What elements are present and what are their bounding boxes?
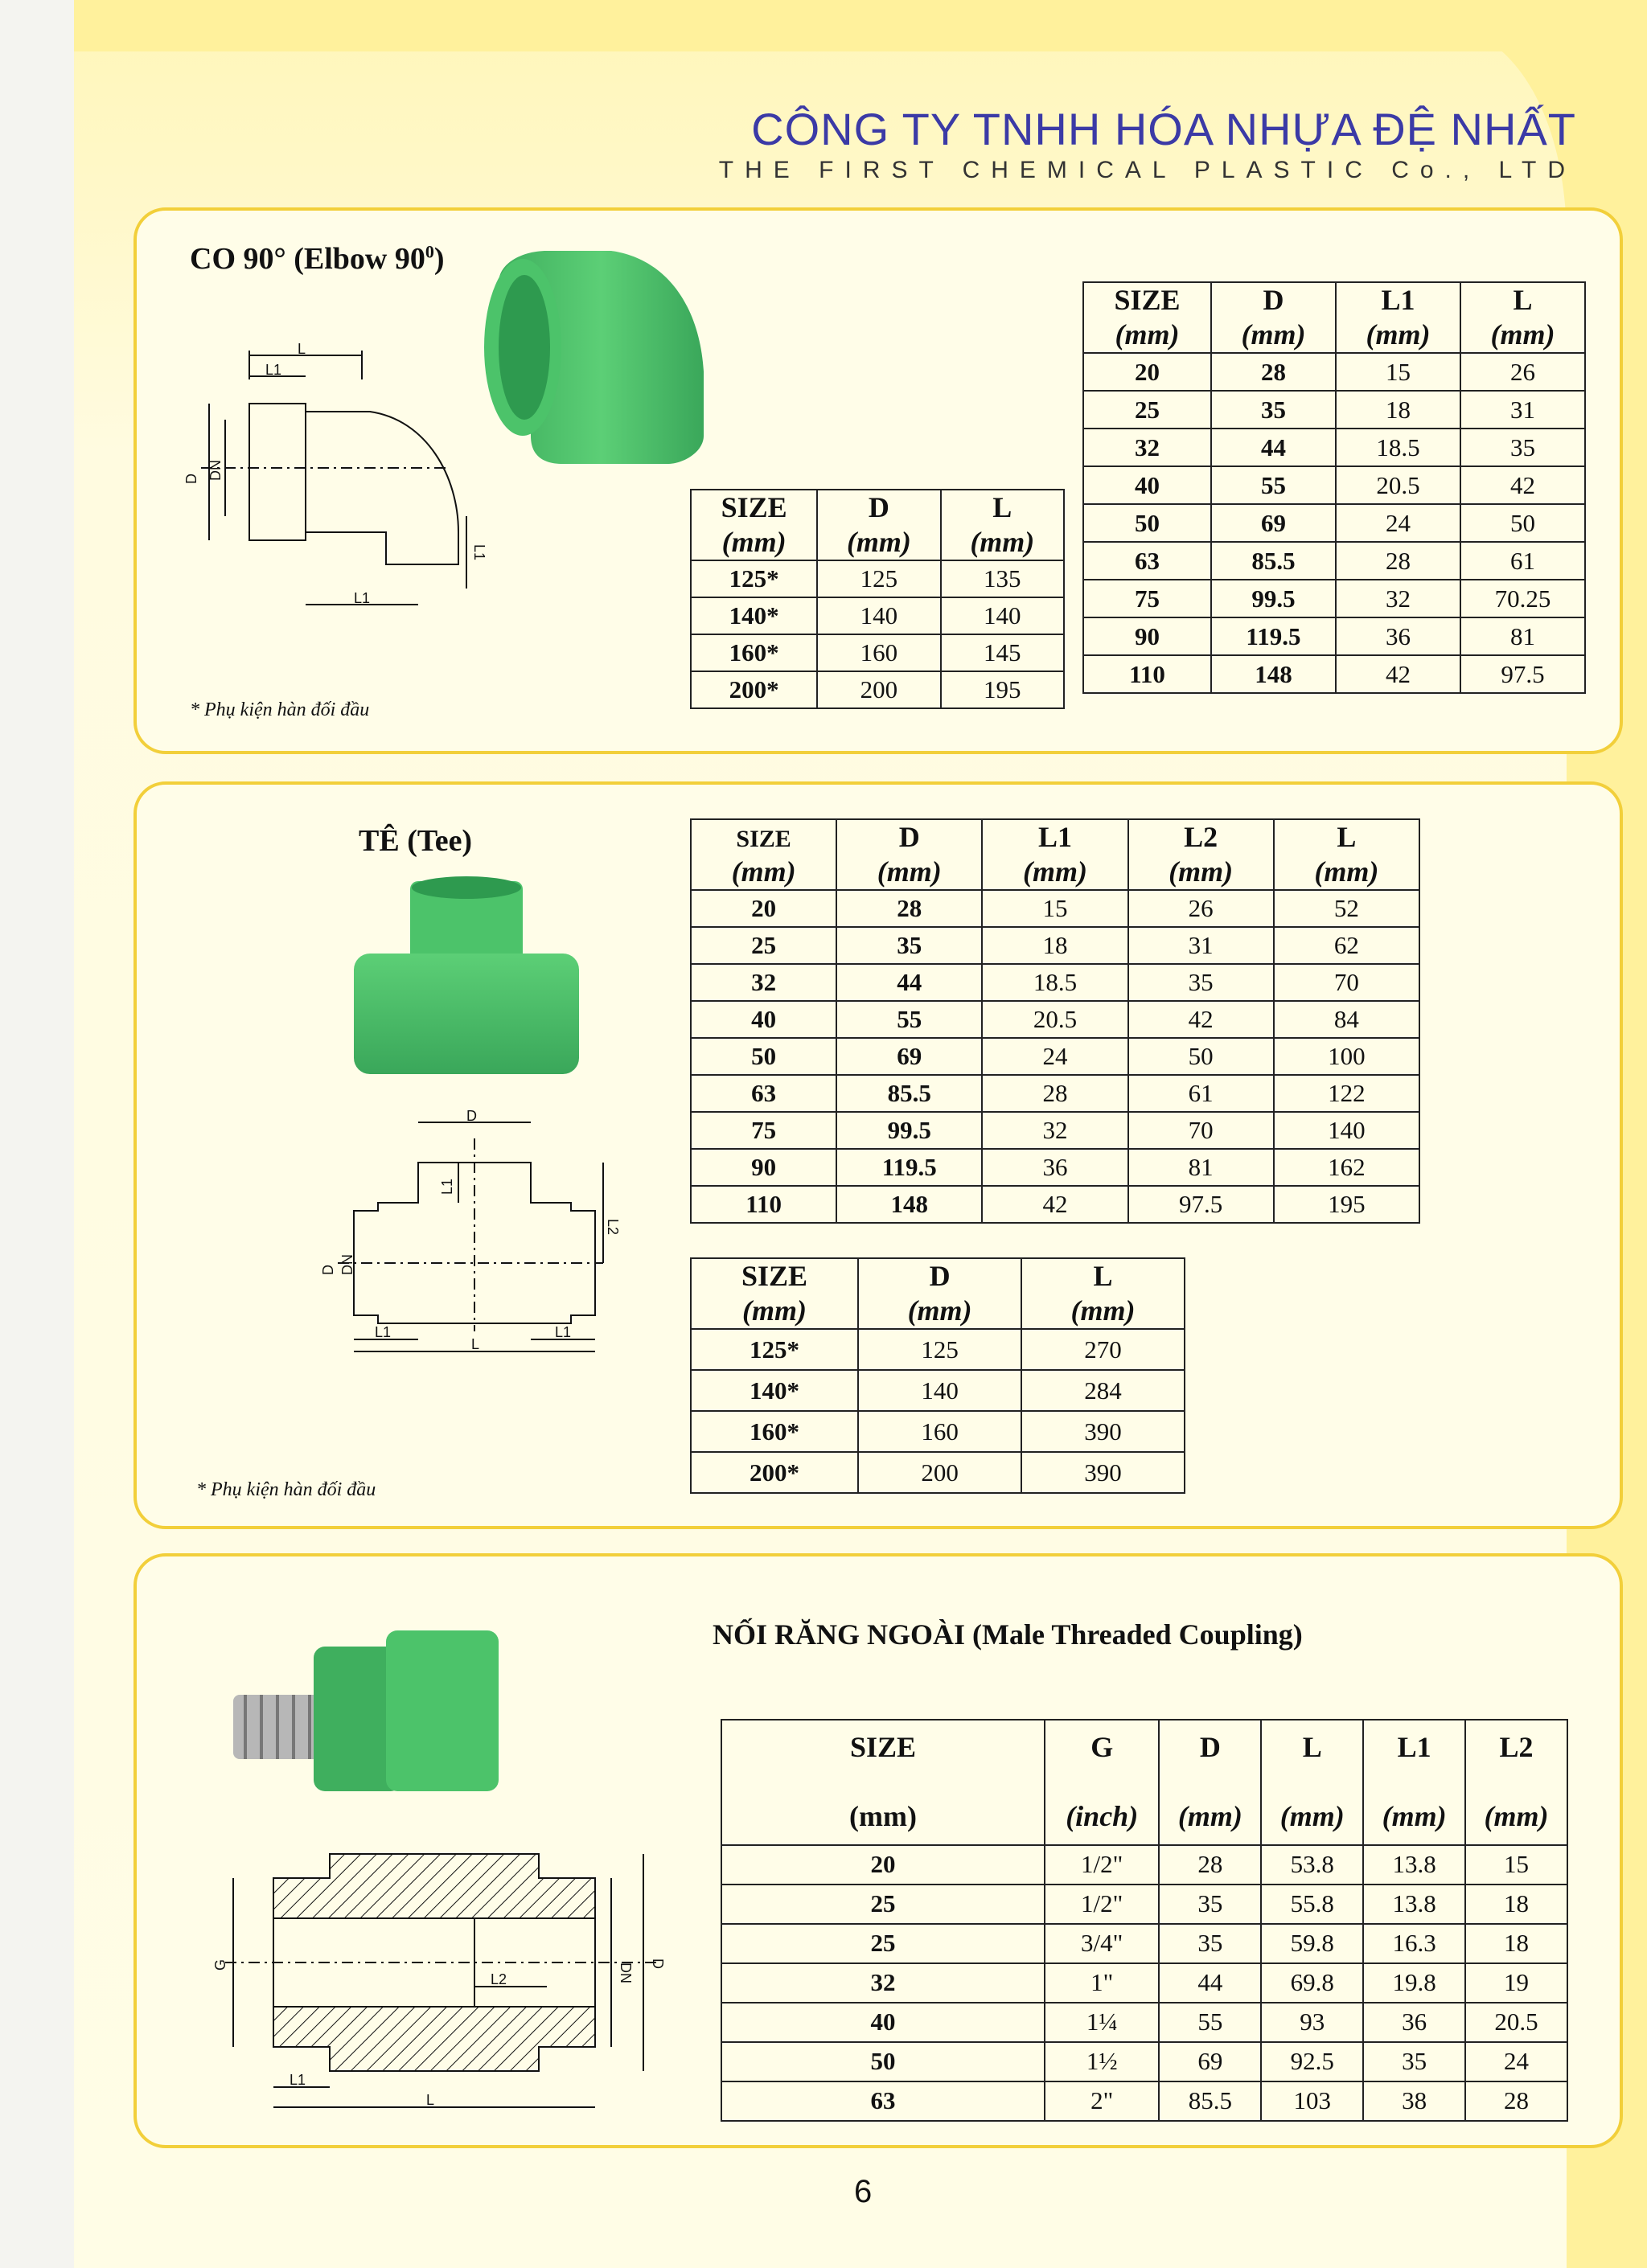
company-name-en: THE FIRST CHEMICAL PLASTIC Co., LTD bbox=[718, 157, 1576, 183]
header-cell: L (mm) bbox=[1021, 1258, 1185, 1329]
company-name-vn: CÔNG TY TNHH HÓA NHỰA ĐỆ NHẤT bbox=[751, 104, 1576, 154]
coupling-product-image bbox=[233, 1614, 499, 1799]
table-row: 90 119.5 36 81 bbox=[1083, 617, 1585, 655]
tee-table-main bbox=[690, 818, 1420, 1224]
page-number: 6 bbox=[854, 2174, 873, 2209]
tee-label-l1-left: L1 bbox=[375, 1324, 392, 1340]
table-row: 32 44 18.5 35 bbox=[1083, 429, 1585, 466]
table-row: 20 1/2" 28 53.8 13.8 15 bbox=[721, 1845, 1567, 1885]
elbow-product-image bbox=[466, 251, 708, 476]
table-row: 63 85.5 28 61 122 bbox=[691, 1075, 1419, 1112]
elbow-technical-drawing bbox=[183, 341, 487, 637]
header-cell: L1 (mm) bbox=[1336, 282, 1460, 353]
header-cell: SIZE (mm) bbox=[691, 819, 836, 890]
table-row: 160* 160 390 bbox=[691, 1411, 1185, 1452]
coupling-label-dn: DN bbox=[618, 1962, 634, 1983]
header-cell: SIZE (mm) bbox=[691, 1258, 858, 1329]
table-row: 25 35 18 31 62 bbox=[691, 927, 1419, 964]
header-cell: L2 (mm) bbox=[1128, 819, 1274, 890]
table-row: 75 99.5 32 70 140 bbox=[691, 1112, 1419, 1149]
elbow-label-d: D bbox=[183, 474, 199, 484]
coupling-table-main bbox=[721, 1719, 1568, 2122]
table-row: 50 69 24 50 bbox=[1083, 504, 1585, 542]
header-cell: L (mm) bbox=[1460, 282, 1585, 353]
company-brand bbox=[719, 103, 1576, 184]
table-row: 32 1" 44 69.8 19.8 19 bbox=[721, 1963, 1567, 2003]
header-cell: L (mm) bbox=[1261, 1720, 1363, 1845]
table-row: 63 2" 85.5 103 38 28 bbox=[721, 2081, 1567, 2121]
table-row: 200* 200 195 bbox=[691, 671, 1064, 708]
header-cell: D (mm) bbox=[817, 490, 940, 560]
header-cell: SIZE (mm) bbox=[1083, 282, 1211, 353]
table-row: 140* 140 140 bbox=[691, 597, 1064, 634]
elbow-label-l1-bottom: L1 bbox=[354, 590, 371, 606]
tee-label-dn: DN bbox=[339, 1254, 355, 1275]
elbow-table-main bbox=[1082, 281, 1586, 694]
table-row: 140* 140 284 bbox=[691, 1370, 1185, 1411]
table-row: 25 35 18 31 bbox=[1083, 391, 1585, 429]
header-cell: L1 (mm) bbox=[982, 819, 1127, 890]
table-row: 90 119.5 36 81 162 bbox=[691, 1149, 1419, 1186]
table-row: 160* 160 145 bbox=[691, 634, 1064, 671]
tee-note: * Phụ kiện hàn đối đầu bbox=[196, 1479, 376, 1500]
table-row: 50 1½ 69 92.5 35 24 bbox=[721, 2042, 1567, 2081]
tee-label-l1-right: L1 bbox=[555, 1324, 572, 1340]
tee-title: TÊ (Tee) bbox=[359, 824, 473, 858]
elbow-label-l: L bbox=[298, 341, 306, 357]
table-row: 200* 200 390 bbox=[691, 1452, 1185, 1493]
table-row: 32 44 18.5 35 70 bbox=[691, 964, 1419, 1001]
tee-table-small bbox=[690, 1257, 1185, 1494]
coupling-label-l1: L1 bbox=[290, 2072, 306, 2088]
coupling-label-l: L bbox=[426, 2092, 435, 2108]
tee-section bbox=[133, 781, 1623, 1529]
header-cell: L2 (mm) bbox=[1465, 1720, 1567, 1845]
tee-label-l2: L2 bbox=[605, 1219, 621, 1236]
tee-label-d-top: D bbox=[466, 1108, 477, 1124]
elbow-section bbox=[133, 207, 1623, 754]
header-cell: L1 (mm) bbox=[1363, 1720, 1465, 1845]
table-row: 40 55 20.5 42 84 bbox=[691, 1001, 1419, 1038]
tee-label-l: L bbox=[471, 1336, 480, 1352]
header-cell: D (mm) bbox=[1159, 1720, 1261, 1845]
left-margin-strip bbox=[0, 0, 74, 2268]
header-cell: D (mm) bbox=[1211, 282, 1336, 353]
elbow-label-l1-right: L1 bbox=[471, 544, 487, 561]
table-row: 25 3/4" 35 59.8 16.3 18 bbox=[721, 1924, 1567, 1963]
table-row: 125* 125 270 bbox=[691, 1329, 1185, 1370]
elbow-note: * Phụ kiện hàn đối đầu bbox=[190, 699, 370, 720]
elbow-label-l1: L1 bbox=[265, 362, 282, 378]
tee-label-d-left: D bbox=[320, 1265, 336, 1275]
elbow-label-dn: DN bbox=[207, 460, 224, 481]
coupling-label-d: D bbox=[650, 1958, 666, 1969]
tee-product-image bbox=[346, 881, 587, 1082]
header-cell: SIZE (mm) bbox=[691, 490, 817, 560]
table-row: 75 99.5 32 70.25 bbox=[1083, 580, 1585, 617]
header-cell: D (mm) bbox=[858, 1258, 1021, 1329]
table-row: 25 1/2" 35 55.8 13.8 18 bbox=[721, 1885, 1567, 1924]
elbow-table-small bbox=[690, 489, 1065, 709]
table-row: 110 148 42 97.5 bbox=[1083, 655, 1585, 693]
table-row: 20 28 15 26 bbox=[1083, 353, 1585, 391]
table-row: 50 69 24 50 100 bbox=[691, 1038, 1419, 1075]
elbow-title: CO 90° (Elbow $90^0$) bbox=[190, 241, 445, 276]
table-row: 20 28 15 26 52 bbox=[691, 890, 1419, 927]
coupling-technical-drawing bbox=[209, 1846, 692, 2119]
tee-label-l1-top: L1 bbox=[439, 1178, 455, 1195]
coupling-label-l2: L2 bbox=[491, 1971, 507, 1987]
table-row: 110 148 42 97.5 195 bbox=[691, 1186, 1419, 1223]
table-row: 40 1¼ 55 93 36 20.5 bbox=[721, 2003, 1567, 2042]
header-cell: G (inch) bbox=[1045, 1720, 1159, 1845]
header-cell: SIZE (mm) bbox=[721, 1720, 1045, 1845]
table-row: 63 85.5 28 61 bbox=[1083, 542, 1585, 580]
table-row: 40 55 20.5 42 bbox=[1083, 466, 1585, 504]
table-row: 125* 125 135 bbox=[691, 560, 1064, 597]
coupling-section bbox=[133, 1553, 1623, 2148]
header-cell: L (mm) bbox=[1274, 819, 1419, 890]
coupling-label-g: G bbox=[212, 1958, 228, 1971]
tee-technical-drawing bbox=[320, 1108, 621, 1355]
header-cell: D (mm) bbox=[836, 819, 982, 890]
top-yellow-band bbox=[74, 0, 1647, 51]
coupling-title: NỐI RĂNG NGOÀI (Male Threaded Coupling) bbox=[713, 1618, 1303, 1651]
header-cell: L (mm) bbox=[941, 490, 1064, 560]
